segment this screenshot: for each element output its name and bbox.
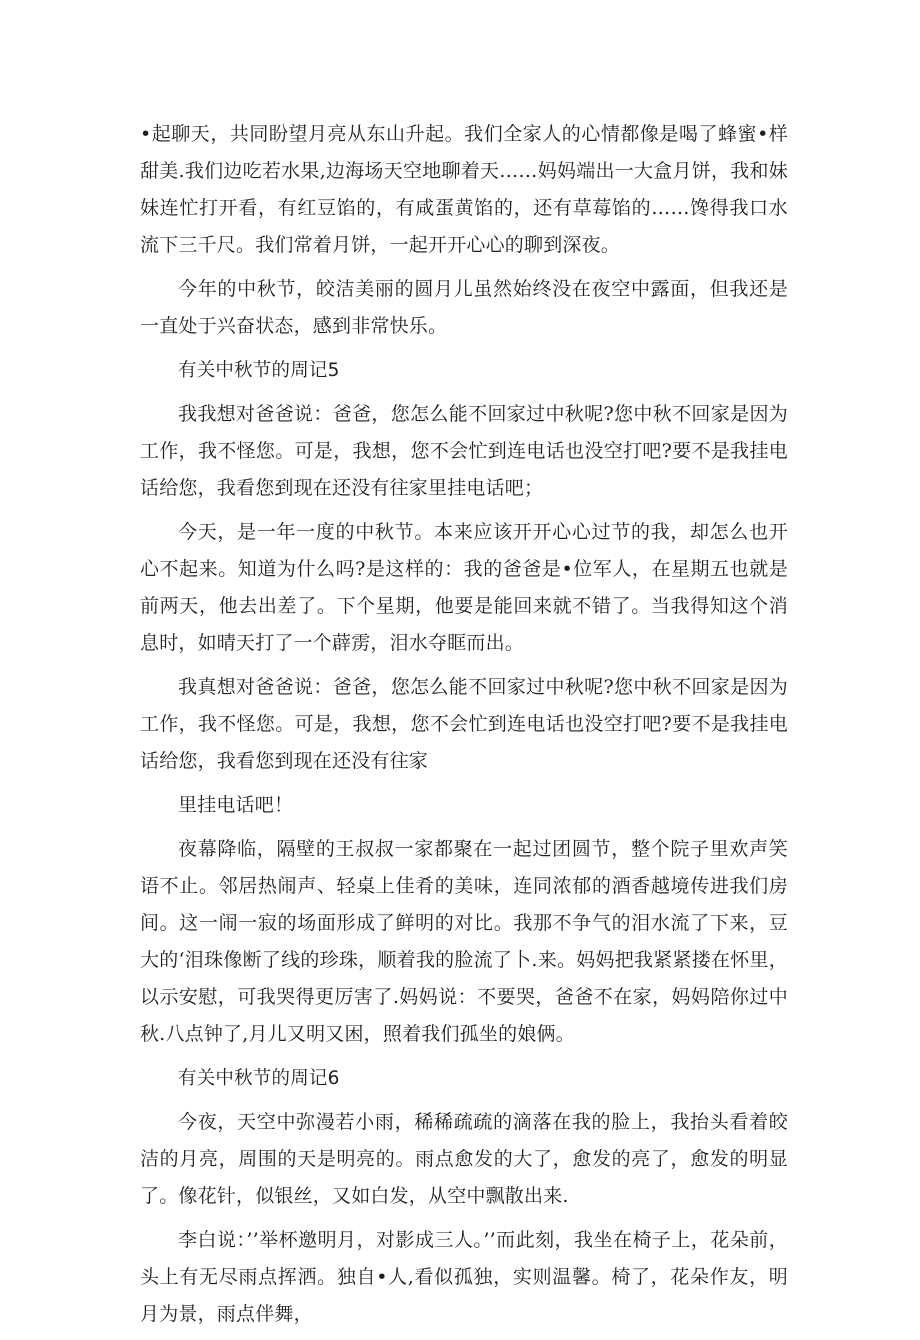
document-body [140, 116, 788, 1340]
paragraph: 今年的中秋节，皎洁美丽的圆月儿虽然始终没在夜空中露面，但我还是一直处于兴奋状态，感到非常快乐。 [140, 278, 788, 337]
paragraph: 我真想对爸爸说：爸爸，您怎么能不回家过中秋呢?您中秋不回家是因为工作，我不怪您。可是，我想，您不会忙到连电话也没空打吧?要不是我挂电话给您，我看您到现在还没有往家 [140, 676, 788, 772]
paragraph: 李白说：’’举杯邀明月，对影成三人。’’而此刻，我坐在椅子上，花朵前，头上有无尽雨点挥洒。独自•人,看似孤独，实则温馨。椅了，花朵作友，明月为景，雨点伴舞， [140, 1229, 788, 1325]
paragraph: 今天，是一年一度的中秋节。本来应该开开心心过节的我，却怎么也开心不起来。知道为什么吗?是这样的：我的爸爸是•位军人，在星期五也就是前两天，他去出差了。下个星期，他要是能回来就不错了。当我得知这个消息时，如晴天打了一个薜雳，泪水夺眶而出。 [140, 521, 788, 654]
paragraph: 我我想对爸爸说：爸爸，您怎么能不回家过中秋呢?您中秋不回家是因为工作，我不怪您。可是，我想，您不会忙到连电话也没空打吧?要不是我挂电话给您，我看您到现在还没有往家里挂电话吧； [140, 403, 788, 499]
paragraph: 里挂电话吧！ [178, 794, 294, 816]
section-heading: 有关中秋节的周记5 [178, 360, 340, 381]
paragraph: 夜幕降临，隔壁的王叔叔一家都聚在一起过团圆节，整个院子里欢声笑语不止。邻居热闹声、轻桌上佳肴的美味，连同浓郁的酒香越境传进我们房间。这一闹一寂的场面形成了鲜明的对比。我那不争气的泪水流了下来，豆大的‘泪珠像断了线的珍珠，顺着我的脸流了卜.来。妈妈把我紧紧搂在怀里，以示安慰，可我哭得更厉害了.妈妈说：不要哭，爸爸不在家，妈妈陪你过中秋.八点钟了,月儿又明又困，照着我们孤坐的娘俩。 [140, 838, 788, 1045]
paragraph: 今夜，天空中弥漫若小雨，稀稀疏疏的滴落在我的脸上，我抬头看着皎洁的月亮，周围的天是明亮的。雨点愈发的大了，愈发的亮了，愈发的明显了。像花针，似银丝，又如白发，从空中飘散出来. [140, 1111, 788, 1207]
section-heading: 有关中秋节的周记6 [178, 1068, 340, 1089]
paragraph: •起聊天，共同盼望月亮从东山升起。我们全家人的心情都像是喝了蜂蜜•样甜美.我们边吃若水果,边海场天空地聊着天……妈妈端出一大盒月饼，我和妹妹连忙打开看，有红豆馅的，有咸蛋黄馅的，还有草莓馅的……馋得我口水流下三千尺。我们常着月饼，一起开开心心的聊到深夜。 [140, 123, 788, 256]
